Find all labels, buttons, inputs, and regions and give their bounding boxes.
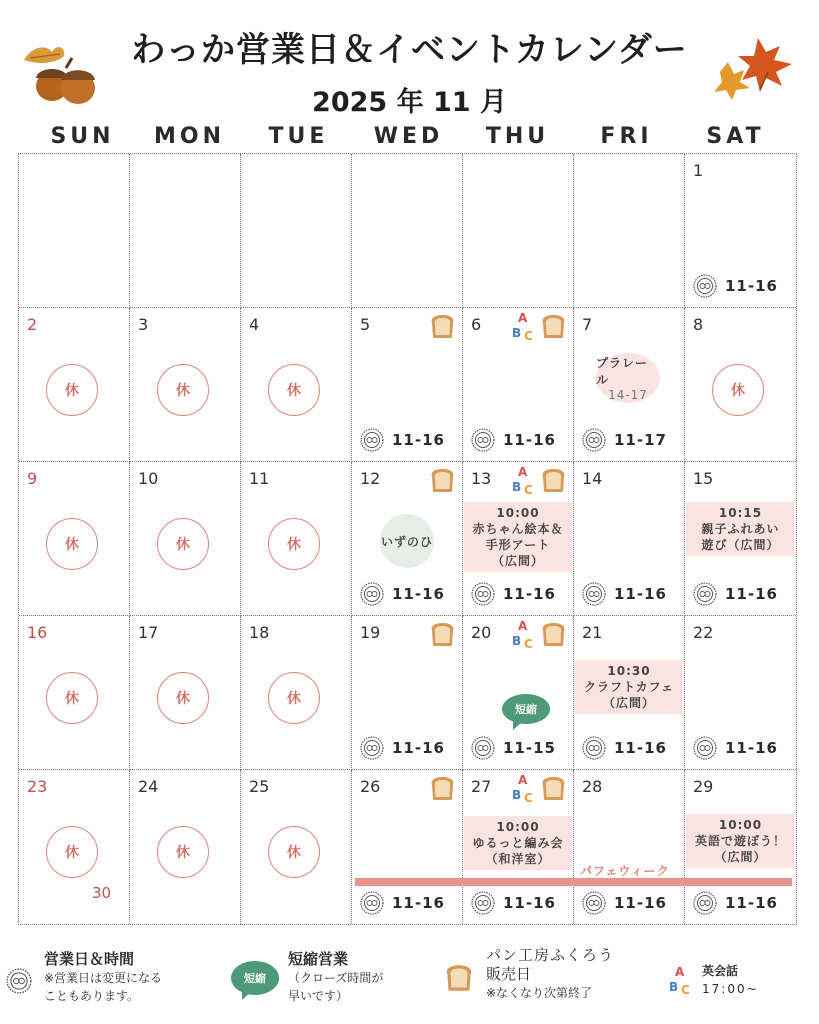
day-number: 16 [27,623,48,642]
calendar-cell-empty [130,154,241,308]
short-hours-legend-bubble [230,960,280,1000]
event-location: （広間） [491,554,544,568]
day-number: 8 [693,315,704,334]
legend-note: （クローズ時間が [288,971,384,985]
event-box [686,502,795,556]
event-title: 赤ちゃん絵本＆ [472,522,564,536]
hours-text: 11-16 [614,585,667,603]
business-hours [582,582,667,606]
hours-text: 11-16 [725,277,778,295]
clock-icon [360,582,384,606]
event-location: （広間） [602,696,655,710]
event-box [686,814,795,868]
day-number: 15 [693,469,714,488]
day-number: 12 [360,469,381,488]
clock-icon [693,736,717,760]
business-hours [582,736,667,760]
closed-badge: 休 [46,672,98,724]
event-time: 14-17 [608,388,648,402]
hours-text: 11-16 [392,739,445,757]
closed-badge: 休 [157,364,209,416]
business-hours [582,428,667,452]
day-number: 25 [249,777,270,796]
clock-icon [693,274,717,298]
weekday-mon: MON [153,124,225,149]
legend-note: こともあります。 [44,989,140,1003]
closed-badge: 休 [268,672,320,724]
calendar-cell-day-22 [685,616,796,770]
calendar-cell-day-20 [463,616,574,770]
business-hours [471,582,556,606]
calendar-cell-day-19 [352,616,463,770]
hours-text: 11-16 [614,894,667,912]
day-number: 7 [582,315,593,334]
parfait-week-bar [355,878,792,886]
day-number: 9 [27,469,38,488]
day-number: 19 [360,623,381,642]
svg-text:C: C [524,791,533,804]
abc-icon [666,964,696,996]
calendar-cell-day-29 [685,770,796,924]
weekday-thu: THU [485,124,550,149]
event-location: （和洋室） [485,852,551,866]
calendar-cell-day-17 [130,616,241,770]
day-number: 27 [471,777,492,796]
closed-badge: 休 [46,518,98,570]
calendar-cell-day-1 [685,154,796,308]
event-time: 10:00 [496,506,540,520]
svg-text:C: C [681,983,690,996]
clock-icon [693,582,717,606]
legend-business-hours [44,950,162,1005]
abc-icon [509,310,539,342]
svg-text:C: C [524,329,533,342]
closed-badge: 休 [268,518,320,570]
closed-badge: 休 [268,364,320,416]
calendar-cell-day-25 [241,770,352,924]
svg-text:A: A [518,619,528,633]
business-hours [693,736,778,760]
calendar-cell-day-6 [463,308,574,462]
calendar-cell-empty [352,154,463,308]
event-box [464,502,572,572]
svg-text:C: C [524,483,533,496]
svg-text:C: C [524,637,533,650]
day-number: 26 [360,777,381,796]
weekday-sun: SUN [50,124,115,149]
clock-icon [582,428,606,452]
bread-icon [429,622,456,647]
day-number: 22 [693,623,714,642]
bread-icon [540,776,567,801]
event-title: クラフトカフェ [583,680,675,694]
hours-text: 11-16 [503,431,556,449]
clock-icon [6,968,32,994]
svg-text:A: A [518,311,528,325]
legend-title: パン工房ふくろう [486,946,615,964]
bread-icon [429,776,456,801]
calendar-cell-day-16 [19,616,130,770]
weekday-tue: TUE [268,124,329,149]
calendar-cell-empty [241,154,352,308]
calendar-cell-day-24 [130,770,241,924]
event-time: 10:00 [718,818,763,832]
hours-text: 11-17 [614,431,667,449]
calendar-grid [18,153,797,925]
clock-icon [471,582,495,606]
hours-text: 11-16 [503,585,556,603]
clock-icon [471,736,495,760]
day-number: 18 [249,623,270,642]
hours-text: 11-16 [392,585,445,603]
bread-icon [429,314,456,339]
day-number: 14 [582,469,603,488]
event-title: いずのひ [380,534,433,549]
day-number: 28 [582,777,603,796]
calendar-cell-day-7 [574,308,685,462]
calendar-cell-day-10 [130,462,241,616]
svg-text:A: A [675,965,685,979]
bread-icon [540,314,567,339]
abc-icon [509,772,539,804]
calendar-cell-day-26 [352,770,463,924]
legend-note: ※なくなり次第終了 [486,986,593,1000]
business-hours [471,428,556,452]
legend-title: 短縮営業 [288,950,349,968]
closed-badge: 休 [157,518,209,570]
calendar-title: わっか営業日＆イベントカレンダー [131,30,688,70]
clock-icon [360,736,384,760]
hours-text: 11-16 [503,894,556,912]
day-number: 11 [249,469,270,488]
calendar-cell-day-3 [130,308,241,462]
business-hours [693,582,778,606]
day-number: 3 [138,315,149,334]
event-title: プラレール [596,356,649,387]
day-number: 13 [471,469,492,488]
hours-text: 11-16 [392,894,445,912]
svg-text:B: B [512,634,522,648]
hours-text: 11-15 [503,739,556,757]
legend-note: 早いです） [288,989,349,1003]
clock-icon [582,582,606,606]
event-box [464,816,572,870]
event-time: 10:30 [607,664,651,678]
clock-icon [471,428,495,452]
event-location: （広間） [714,850,767,864]
day-number: 10 [138,469,159,488]
event-bubble [596,353,660,403]
closed-badge: 休 [46,364,98,416]
closed-badge: 休 [46,826,98,878]
hours-text: 11-16 [725,585,778,603]
calendar-cell-day-28 [574,770,685,924]
legend-title: 英会話 [702,964,739,978]
abc-icon [509,464,539,496]
calendar-cell-day-11 [241,462,352,616]
svg-text:B: B [512,480,522,494]
calendar-cell-day-12 [352,462,463,616]
day-number: 1 [693,161,704,180]
legend-note: 17:00~ [702,982,759,996]
calendar-cell-day-4 [241,308,352,462]
hours-text: 11-16 [614,739,667,757]
day-number-30: 30 [92,884,112,902]
calendar-month: 2025 年 11 月 [312,87,507,118]
day-number: 17 [138,623,159,642]
business-hours [582,891,667,915]
hours-text: 11-16 [725,894,778,912]
event-title: 英語で遊ぼう！ [694,834,786,848]
business-hours [471,736,556,760]
calendar-cell-empty [19,154,130,308]
day-number: 5 [360,315,371,334]
calendar-cell-day-13 [463,462,574,616]
legend-title: 営業日＆時間 [44,950,135,968]
day-number: 20 [471,623,492,642]
weekday-wed: WED [373,124,444,149]
calendar-cell-day-5 [352,308,463,462]
legend-eikaiwa [702,962,759,998]
legend-bread-sale [486,946,614,1002]
event-title: ゆるっと編み会 [472,836,564,850]
svg-text:A: A [518,465,528,479]
clock-icon [582,891,606,915]
clock-icon [360,428,384,452]
bread-icon [540,622,567,647]
business-hours [693,891,778,915]
calendar-cell-empty [463,154,574,308]
day-number: 23 [27,777,48,796]
calendar-cell-day-15 [685,462,796,616]
closed-badge: 休 [157,826,209,878]
svg-text:B: B [512,788,522,802]
business-hours [360,428,445,452]
short-hours-label: 短縮 [244,972,266,985]
calendar-cell-day-9 [19,462,130,616]
event-time: 10:15 [718,506,763,520]
svg-text:B: B [669,980,679,994]
calendar-cell-day-2 [19,308,130,462]
calendar-cell-day-21 [574,616,685,770]
business-hours [360,582,445,606]
bread-icon [444,964,474,992]
legend-title: 販売日 [486,965,532,983]
event-box [575,660,683,714]
clock-icon [582,736,606,760]
closed-badge: 休 [157,672,209,724]
day-number: 21 [582,623,603,642]
business-hours [360,891,445,915]
event-title: 手形アート [485,538,551,552]
day-number: 4 [249,315,260,334]
bread-icon [429,468,456,493]
short-hours-bubble [501,694,551,728]
business-hours [471,891,556,915]
event-time: 10:00 [496,820,540,834]
event-title: 遊び（広間） [701,538,780,552]
clock-icon [471,891,495,915]
event-bubble [380,514,434,568]
weekday-fri: FRI [600,124,653,149]
bread-icon [540,468,567,493]
parfait-week-label: パフェウィーク [580,864,670,878]
weekday-sat: SAT [706,124,765,149]
closed-badge: 休 [268,826,320,878]
calendar-cell-day-27 [463,770,574,924]
clock-icon [360,891,384,915]
business-hours [360,736,445,760]
day-number: 2 [27,315,38,334]
calendar-cell-day-8 [685,308,796,462]
event-title: 親子ふれあい [701,522,780,536]
legend-note: ※営業日は変更になる [44,971,163,985]
calendar-cell-day-14 [574,462,685,616]
svg-text:A: A [518,773,528,787]
day-number: 29 [693,777,714,796]
clock-icon [693,891,717,915]
business-hours [693,274,778,298]
short-hours-label: 短縮 [515,703,537,716]
calendar-cell-day-18 [241,616,352,770]
day-number: 6 [471,315,482,334]
legend-short-hours [288,950,383,1005]
day-number: 24 [138,777,159,796]
calendar-cell-empty [574,154,685,308]
abc-icon [509,618,539,650]
svg-text:B: B [512,326,522,340]
closed-badge: 休 [712,364,764,416]
calendar-cell-day-23 [19,770,130,924]
hours-text: 11-16 [725,739,778,757]
hours-text: 11-16 [392,431,445,449]
